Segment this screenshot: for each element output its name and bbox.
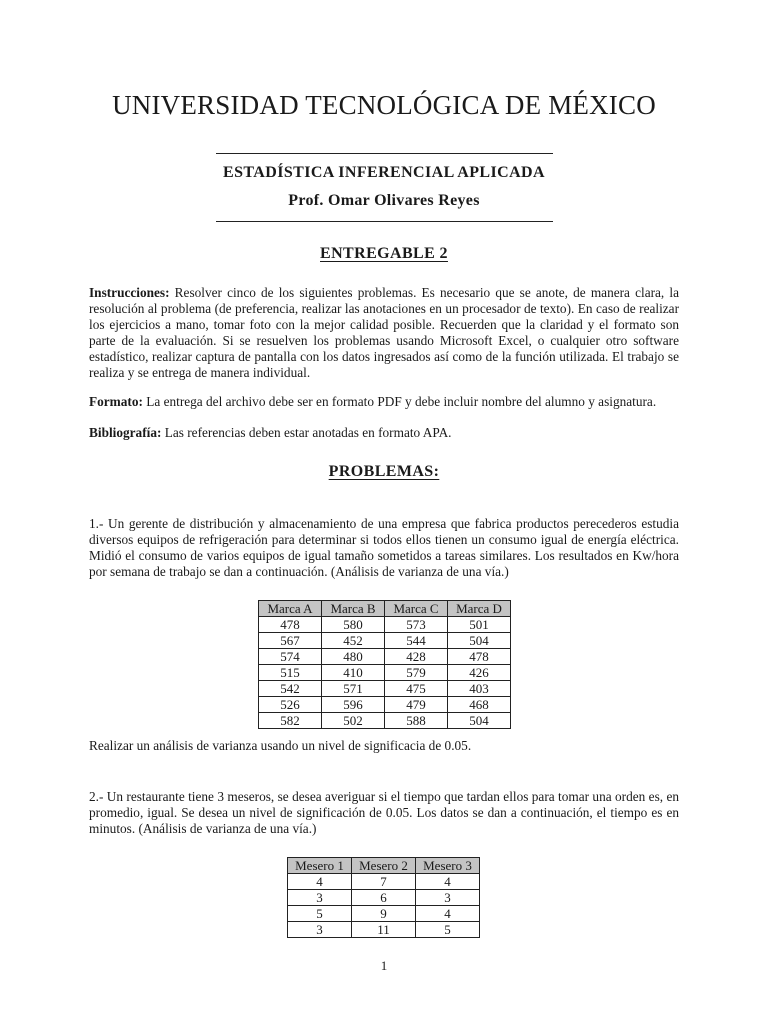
table-cell: 544 (385, 633, 448, 649)
column-header: Marca D (448, 601, 511, 617)
column-header: Marca C (385, 601, 448, 617)
bibliography-label: Bibliografía: (89, 425, 162, 440)
table-row (259, 665, 511, 681)
format-label: Formato: (89, 394, 143, 409)
table-cell: 11 (352, 922, 416, 938)
problem-2-table-body (288, 874, 480, 938)
table-cell: 6 (352, 890, 416, 906)
table-row (259, 681, 511, 697)
bibliography-paragraph (89, 425, 679, 441)
table-row (288, 906, 480, 922)
table-row (259, 617, 511, 633)
problem-2-table-header (288, 858, 480, 874)
table-row (259, 697, 511, 713)
table-row (259, 649, 511, 665)
table-row (259, 713, 511, 729)
problem-1-table-body (259, 617, 511, 729)
table-cell: 410 (322, 665, 385, 681)
column-header: Mesero 2 (352, 858, 416, 874)
table-cell: 4 (416, 906, 480, 922)
table-cell: 426 (448, 665, 511, 681)
table-cell: 428 (385, 649, 448, 665)
table-cell: 504 (448, 713, 511, 729)
table-cell: 596 (322, 697, 385, 713)
column-header: Mesero 1 (288, 858, 352, 874)
table-cell: 580 (322, 617, 385, 633)
table-cell: 3 (416, 890, 480, 906)
problems-title-text: PROBLEMAS: (328, 463, 440, 480)
table-cell: 5 (288, 906, 352, 922)
bibliography-text: Las referencias deben estar anotadas en formato APA. (164, 425, 452, 440)
problem-1-table (258, 600, 511, 729)
table-row (288, 874, 480, 890)
table-cell: 9 (352, 906, 416, 922)
table-cell: 7 (352, 874, 416, 890)
table-cell: 3 (288, 922, 352, 938)
table-cell: 502 (322, 713, 385, 729)
problem-1-table-header (259, 601, 511, 617)
problems-title (0, 463, 768, 481)
table-cell: 573 (385, 617, 448, 633)
table-cell: 3 (288, 890, 352, 906)
table-cell: 571 (322, 681, 385, 697)
table-cell: 468 (448, 697, 511, 713)
instructions-text: Resolver cinco de los siguientes problemas. Es necesario que se anote, de manera clara, la resolución al problema (de preferencia, realizar las anotaciones en un procesador de texto). En caso de realizar los ejercicios a mano, tomar foto con la mejor calidad posible. Recuerden que la claridad y el formato son parte de la evaluación. Si se resuelven los problemas usando Microsoft Excel, o cualquier otro software estadístico, realizar captura de pantalla con los datos ingresados así como de la función utilizada. El trabajo se realiza y se entrega de manera individual. (89, 285, 679, 380)
table-cell: 452 (322, 633, 385, 649)
instructions-paragraph (89, 285, 679, 381)
format-paragraph (89, 394, 679, 410)
format-text: La entrega del archivo debe ser en formato PDF y debe incluir nombre del alumno y asignatura. (146, 394, 657, 409)
table-cell: 5 (416, 922, 480, 938)
column-header: Marca B (322, 601, 385, 617)
table-cell: 574 (259, 649, 322, 665)
problem-2-table (287, 857, 480, 938)
professor-name: Prof. Omar Olivares Reyes (288, 192, 480, 209)
table-cell: 479 (385, 697, 448, 713)
table-row (288, 890, 480, 906)
table-cell: 526 (259, 697, 322, 713)
problem-1-instruction: Realizar un análisis de varianza usando un nivel de significacia de 0.05. (89, 738, 472, 753)
table-cell: 4 (416, 874, 480, 890)
table-cell: 588 (385, 713, 448, 729)
bottom-rule (216, 221, 553, 222)
table-cell: 542 (259, 681, 322, 697)
table-cell: 567 (259, 633, 322, 649)
problem-2-text: 2.- Un restaurante tiene 3 meseros, se desea averiguar si el tiempo que tardan ellos para tomar una orden es, en promedio, igual. Se desea un nivel de significación de 0.05. Los datos se dan a continuación, el tiempo es en minutos. (Análisis de varianza de una vía.) (89, 789, 679, 836)
page-number: 1 (380, 958, 388, 973)
table-cell: 4 (288, 874, 352, 890)
instructions-label: Instrucciones: (89, 285, 170, 300)
deliverable-title-text: ENTREGABLE 2 (320, 245, 448, 262)
column-header: Marca A (259, 601, 322, 617)
university-name: UNIVERSIDAD TECNOLÓGICA DE MÉXICO (112, 90, 656, 120)
table-row (259, 633, 511, 649)
table-row (288, 922, 480, 938)
column-header: Mesero 3 (416, 858, 480, 874)
table-cell: 501 (448, 617, 511, 633)
table-cell: 579 (385, 665, 448, 681)
deliverable-title (0, 245, 768, 263)
course-title: ESTADÍSTICA INFERENCIAL APLICADA (223, 164, 545, 181)
problem-1-text: 1.- Un gerente de distribución y almacenamiento de una empresa que fabrica productos perecederos estudia diversos equipos de refrigeración para determinar si todos ellos tienen un consumo igual de energía eléctrica. Midió el consumo de varios equipos de igual tamaño sometidos a tareas similares. Los resultados en Kw/hora por semana de trabajo se dan a continuación. (Análisis de varianza de una vía.) (89, 516, 679, 579)
table-cell: 582 (259, 713, 322, 729)
table-cell: 515 (259, 665, 322, 681)
table-cell: 475 (385, 681, 448, 697)
table-cell: 478 (259, 617, 322, 633)
top-rule (216, 153, 553, 154)
table-cell: 480 (322, 649, 385, 665)
table-cell: 504 (448, 633, 511, 649)
table-cell: 478 (448, 649, 511, 665)
table-cell: 403 (448, 681, 511, 697)
